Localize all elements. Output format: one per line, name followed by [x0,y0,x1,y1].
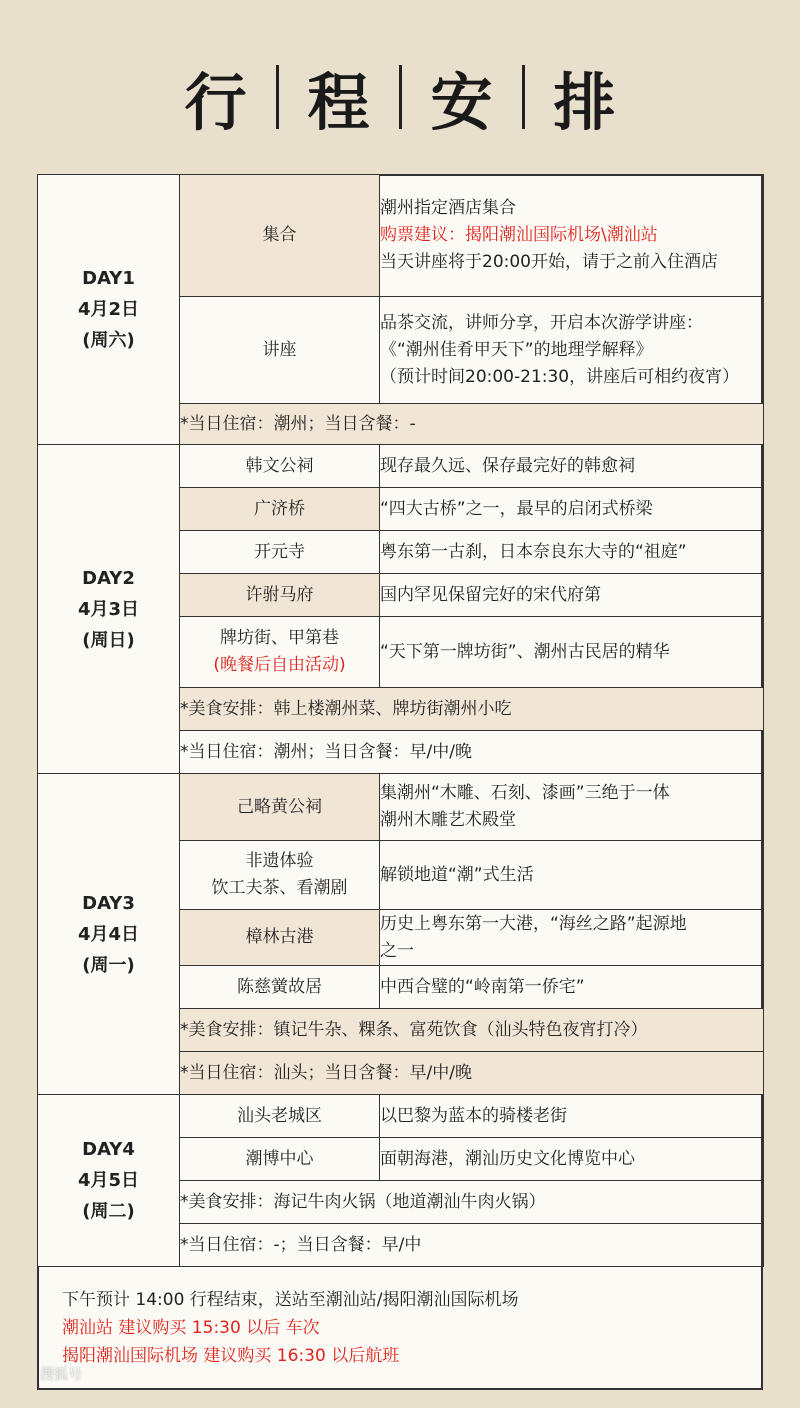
title-char: 排 [553,65,616,139]
title-char: 行 [184,65,247,139]
place-cell: 许驸马府 [180,574,380,617]
day-label: DAY4 [82,1139,135,1160]
table-row [38,175,764,297]
place-cell: 广济桥 [180,488,380,531]
place-cell [180,617,380,688]
day-cell-1 [38,175,180,445]
place-name: 牌坊街、甲第巷 [220,628,339,648]
footer-notes [62,1286,752,1370]
title-divider [276,65,279,129]
title-char: 安 [430,65,493,139]
place-cell [180,841,380,910]
desc-cell: 国内罕见保留完好的宋代府第 [380,574,764,617]
desc-cell [380,774,764,841]
desc-line: （预计时间20:00-21:30，讲座后可相约夜宵） [380,366,740,387]
train-advice: 潮汕站 建议购买 15:30 以后 车次 [62,1318,320,1338]
day-cell-3 [38,774,180,1095]
table-row [38,445,764,488]
table-row [38,1095,764,1138]
place-name: 非遗体验 [245,851,314,871]
desc-line: 潮州指定酒店集合 [380,198,516,218]
table-row [38,774,764,841]
day-cell-2 [38,445,180,774]
lodging-note: *当日住宿：潮州；当日含餐：- [180,404,764,445]
desc-cell: 现存最久远、保存最完好的韩愈祠 [380,445,764,488]
end-time-note: 下午预计 14:00 行程结束，送站至潮汕站/揭阳潮汕国际机场 [62,1290,519,1310]
place-cell: 樟林古港 [180,910,380,966]
lodging-note: *当日住宿：汕头；当日含餐：早/中/晚 [180,1052,764,1095]
day-weekday: (周日) [82,629,135,651]
desc-cell: 以巴黎为蓝本的骑楼老街 [380,1095,764,1138]
day-date: 4月3日 [77,598,140,620]
itinerary-table [37,174,764,1267]
title-divider [522,65,525,129]
place-cell: 陈慈黉故居 [180,966,380,1009]
desc-line: 《“潮州佳肴甲天下”的地理学解释》 [380,339,653,360]
day-weekday: (周一) [82,954,135,976]
page-title [0,52,800,142]
desc-cell: 解锁地道“潮”式生活 [380,841,764,910]
day-weekday: (周二) [82,1201,135,1222]
desc-cell [380,175,764,297]
place-cell: 开元寺 [180,531,380,574]
lodging-note: *当日住宿：潮州；当日含餐：早/中/晚 [180,731,764,774]
desc-cell: 粤东第一古刹，日本奈良东大寺的“祖庭” [380,531,764,574]
free-activity-note: (晚餐后自由活动) [213,655,346,675]
desc-line: 当天讲座将于20:00开始，请于之前入住酒店 [380,252,718,272]
watermark: 搜狐号 [40,1367,82,1383]
flight-advice: 揭阳潮汕国际机场 建议购买 16:30 以后航班 [62,1346,400,1366]
place-cell: 己略黄公祠 [180,774,380,841]
day-date: 4月5日 [77,1170,140,1191]
lodging-note: *当日住宿：-；当日含餐：早/中 [180,1224,764,1267]
desc-cell [380,910,764,966]
day-date: 4月2日 [77,299,140,320]
ticket-advice: 购票建议：揭阳潮汕国际机场\潮汕站 [380,225,658,245]
place-cell: 韩文公祠 [180,445,380,488]
place-cell: 集合 [180,175,380,297]
title-char: 程 [307,65,370,139]
place-name: 饮工夫茶、看潮剧 [211,878,348,898]
place-cell: 汕头老城区 [180,1095,380,1138]
food-note: *美食安排：韩上楼潮州菜、牌坊街潮州小吃 [180,688,764,731]
desc-cell: 中西合璧的“岭南第一侨宅” [380,966,764,1009]
desc-line: 历史上粤东第一大港，“海丝之路”起源地 [380,913,687,934]
desc-cell: 面朝海港，潮汕历史文化博览中心 [380,1138,764,1181]
food-note: *美食安排：镇记牛杂、粿条、富苑饮食（汕头特色夜宵打冷） [180,1009,764,1052]
desc-line: 之一 [380,940,414,961]
desc-line: 潮州木雕艺术殿堂 [380,810,516,830]
day-label: DAY2 [82,567,135,589]
desc-cell: “天下第一牌坊街”、潮州古民居的精华 [380,617,764,688]
place-cell: 潮博中心 [180,1138,380,1181]
title-divider [399,65,402,129]
desc-line: 集潮州“木雕、石刻、漆画”三绝于一体 [380,783,670,803]
food-note: *美食安排：海记牛肉火锅（地道潮汕牛肉火锅） [180,1181,764,1224]
day-weekday: (周六) [82,330,135,351]
day-label: DAY3 [82,892,135,914]
desc-cell [380,297,764,404]
day-cell-4 [38,1095,180,1267]
day-label: DAY1 [82,268,135,289]
day-date: 4月4日 [77,923,140,945]
desc-line: 品茶交流，讲师分享，开启本次游学讲座： [380,312,703,333]
place-cell: 讲座 [180,297,380,404]
desc-cell: “四大古桥”之一，最早的启闭式桥梁 [380,488,764,531]
